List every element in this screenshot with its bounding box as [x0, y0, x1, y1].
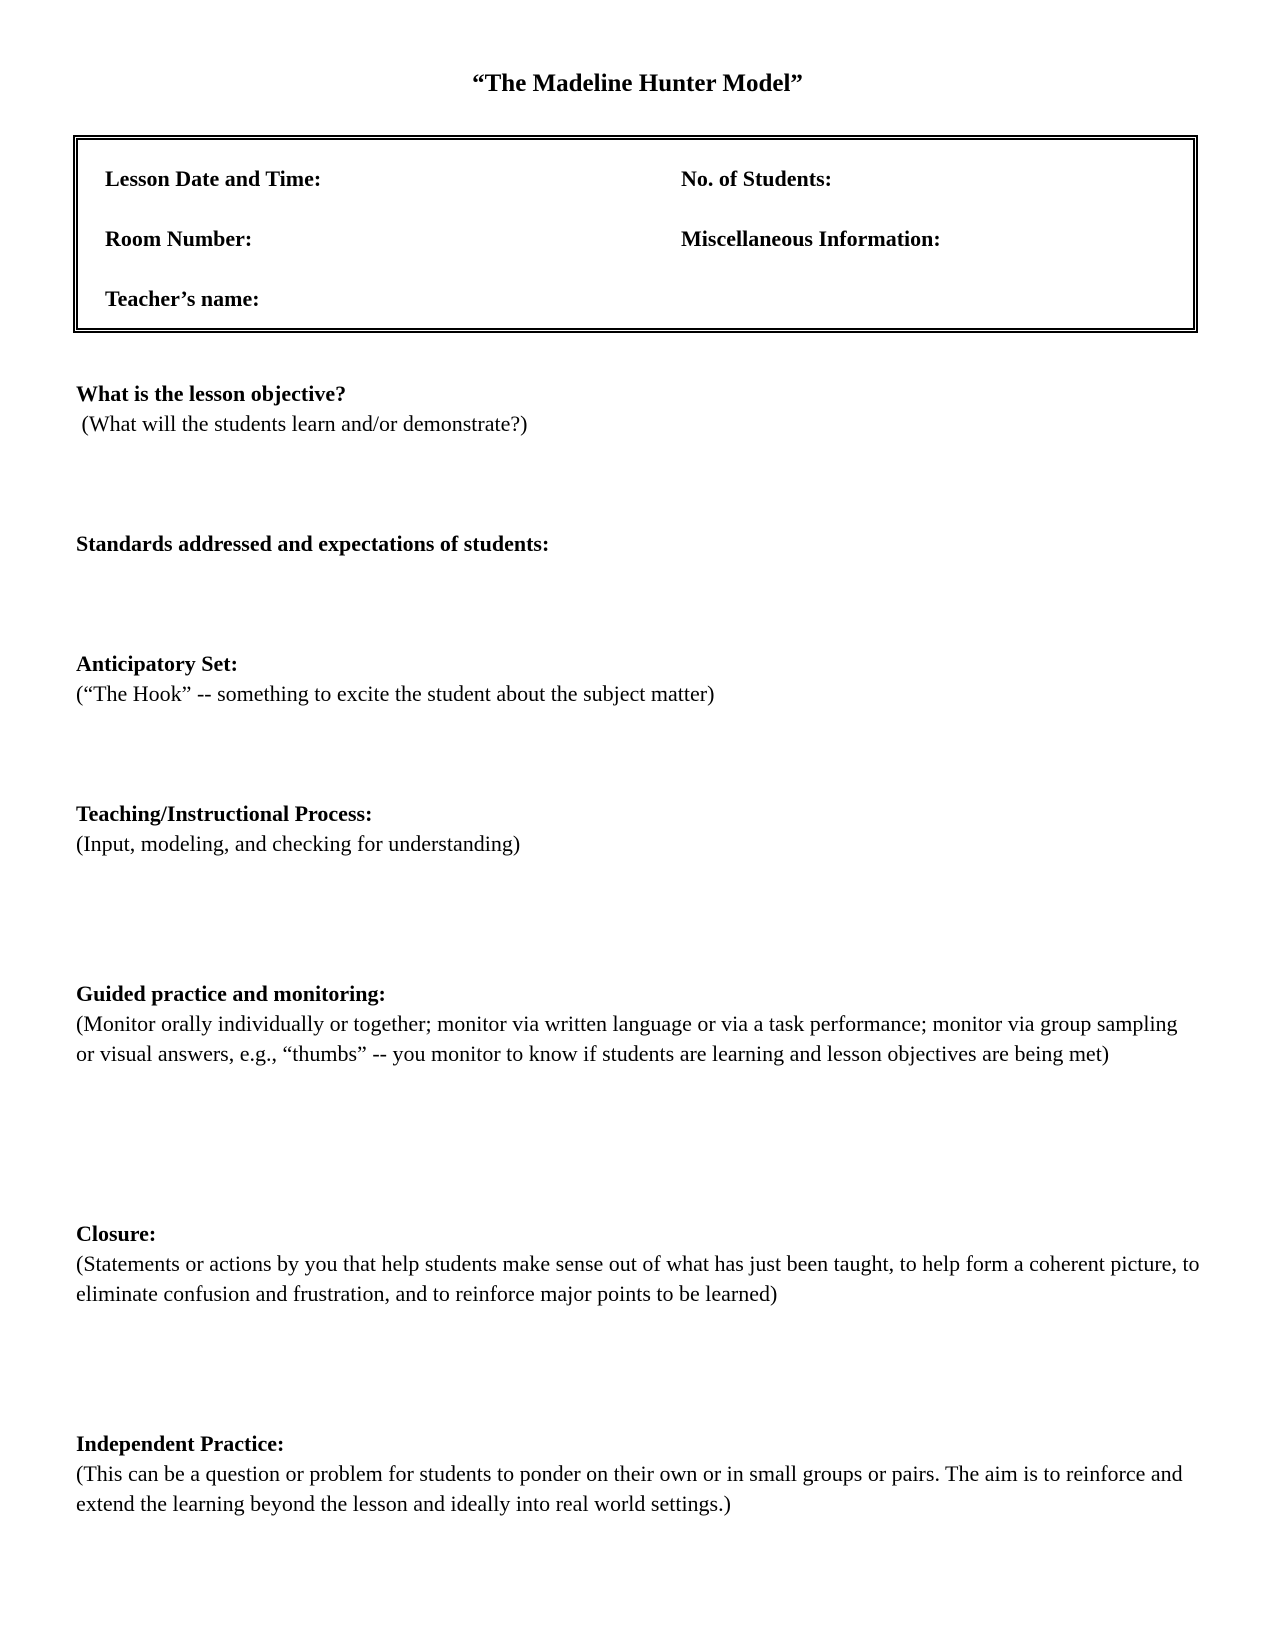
section-description: (“The Hook” -- something to excite the student about the subject matter) — [76, 681, 715, 706]
section-lesson-objective — [76, 379, 1201, 439]
teacher-name-label: Teacher’s name: — [105, 286, 260, 311]
section-anticipatory-set — [76, 649, 1201, 709]
section-description: (Monitor orally individually or together; monitor via written language or via a task performance; monitor via group sampling or visual answers, e.g., “thumbs” -- you monitor to know if students are learning and lesson objectives are being met) — [76, 1011, 1178, 1066]
section-standards — [76, 529, 1201, 559]
section-heading: Teaching/Instructional Process: — [76, 801, 373, 826]
section-guided-practice — [76, 979, 1201, 1069]
section-description: (Statements or actions by you that help students make sense out of what has just been taught, to help form a coherent picture, to eliminate confusion and frustration, and to reinforce major points to be learned) — [76, 1251, 1200, 1306]
page-title: “The Madeline Hunter Model” — [472, 70, 803, 97]
section-description: (What will the students learn and/or demonstrate?) — [76, 411, 528, 436]
section-description: (This can be a question or problem for students to ponder on their own or in small groups or pairs. The aim is to reinforce and extend the learning beyond the lesson and ideally into real world settings.) — [76, 1461, 1183, 1516]
section-heading: What is the lesson objective? — [76, 381, 347, 406]
misc-info-label: Miscellaneous Information: — [681, 226, 941, 251]
section-teaching-process — [76, 799, 1201, 859]
section-heading: Standards addressed and expectations of students: — [76, 531, 550, 556]
section-heading: Independent Practice: — [76, 1431, 285, 1456]
section-independent-practice — [76, 1429, 1201, 1519]
no-of-students-label: No. of Students: — [681, 166, 832, 191]
section-description: (Input, modeling, and checking for understanding) — [76, 831, 521, 856]
section-heading: Guided practice and monitoring: — [76, 981, 386, 1006]
lesson-info-box — [73, 135, 1198, 333]
section-closure — [76, 1219, 1201, 1309]
room-number-label: Room Number: — [105, 226, 253, 251]
lesson-date-time-label: Lesson Date and Time: — [105, 166, 322, 191]
section-heading: Closure: — [76, 1221, 157, 1246]
section-heading: Anticipatory Set: — [76, 651, 238, 676]
